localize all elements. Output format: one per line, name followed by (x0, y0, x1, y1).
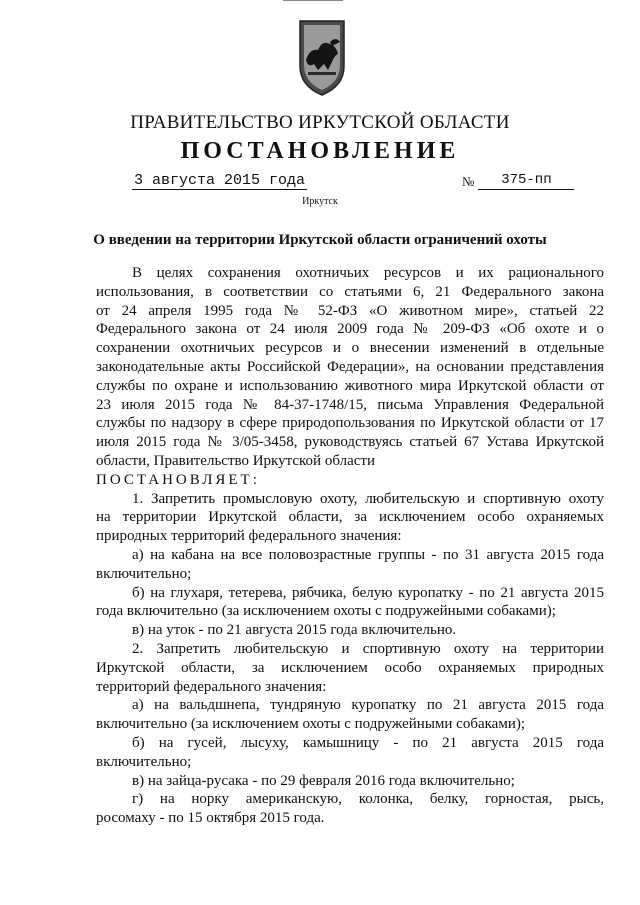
body-line: от 24 апреля 1995 года № 52-ФЗ «О животном мире», статьей 22 (96, 302, 604, 319)
document-type: ПОСТАНОВЛЕНИЕ (180, 138, 460, 164)
body-line: использования, в соответствии со статьями 6, 21 Федерального закона (96, 283, 604, 300)
body-line: сохранении охотничьих ресурсов и о внесении изменений в отдельные (96, 340, 604, 357)
body-line: росомаху - по 15 октября 2015 года. (96, 810, 325, 827)
body-line: области, Правительство Иркутской области (96, 452, 375, 469)
document-title: О введении на территории Иркутской области ограничений охоты (93, 232, 547, 248)
body-line: Федерального закона от 24 июля 2009 года № 209-ФЗ «Об охоте и о (96, 321, 604, 338)
document-number (462, 172, 574, 190)
document-body (96, 264, 604, 828)
body-line: 2. Запретить любительскую и спортивную охоту на территории (132, 640, 604, 657)
number-value: 375-пп (478, 172, 574, 190)
government-name: ПРАВИТЕЛЬСТВО ИРКУТСКОЙ ОБЛАСТИ (130, 112, 510, 133)
coat-of-arms-icon (292, 18, 352, 98)
body-line: года включительно (за исключением охоты с подружейными собаками); (96, 603, 556, 620)
document-date (132, 172, 307, 189)
body-line: включительно; (96, 753, 192, 770)
top-line (283, 0, 343, 1)
city: Иркутск (302, 196, 338, 207)
body-line: в) на уток - по 21 августа 2015 года включительно. (132, 622, 457, 639)
body-line: природных территорий федерального значения: (96, 528, 402, 545)
body-line: В целях сохранения охотничьих ресурсов и их рационального (132, 265, 604, 281)
body-line: службы по надзору в сфере природопользования по Иркутской области от 17 (96, 415, 604, 432)
date-value: 3 августа 2015 года (134, 172, 306, 189)
body-line: включительно; (96, 565, 192, 582)
body-line: территорий федерального значения: (96, 678, 327, 695)
body-line: а) на кабана на все половозрастные группы - по 31 августа 2015 года (132, 546, 604, 563)
body-line: Иркутской области, за исключением особо охраняемых природных (96, 659, 604, 676)
number-label: № (462, 174, 475, 189)
body-line: законодательные акты Российской Федерации», на основании представления (96, 358, 604, 375)
body-line: на территории Иркутской области, за исключением особо охраняемых (96, 509, 604, 526)
body-line: включительно (за исключением охоты с подружейными собаками); (96, 716, 526, 733)
body-line: 23 июля 2015 года № 84-37-1748/15, письма Управления Федеральной (96, 396, 604, 413)
body-line: июля 2015 года № 3/05-3458, руководствуясь статьей 67 Устава Иркутской (96, 434, 604, 451)
body-line: в) на зайца-русака - по 29 февраля 2016 года включительно; (132, 772, 515, 789)
body-line: службы по охране и использованию животного мира Иркутской области от (96, 377, 604, 394)
body-line: г) на норку американскую, колонка, белку, горностая, рысь, (132, 791, 604, 808)
body-line: 1. Запретить промысловую охоту, любительскую и спортивную охоту (132, 490, 604, 507)
body-line-resolves: ПОСТАНОВЛЯЕТ: (96, 471, 260, 488)
body-line: б) на гусей, лысуху, камышницу - по 21 августа 2015 года (132, 734, 604, 751)
body-line: б) на глухаря, тетерева, рябчика, белую куропатку - по 21 августа 2015 (132, 584, 604, 601)
body-line: а) на вальдшнепа, тундряную куропатку по 21 августа 2015 года (132, 697, 604, 714)
